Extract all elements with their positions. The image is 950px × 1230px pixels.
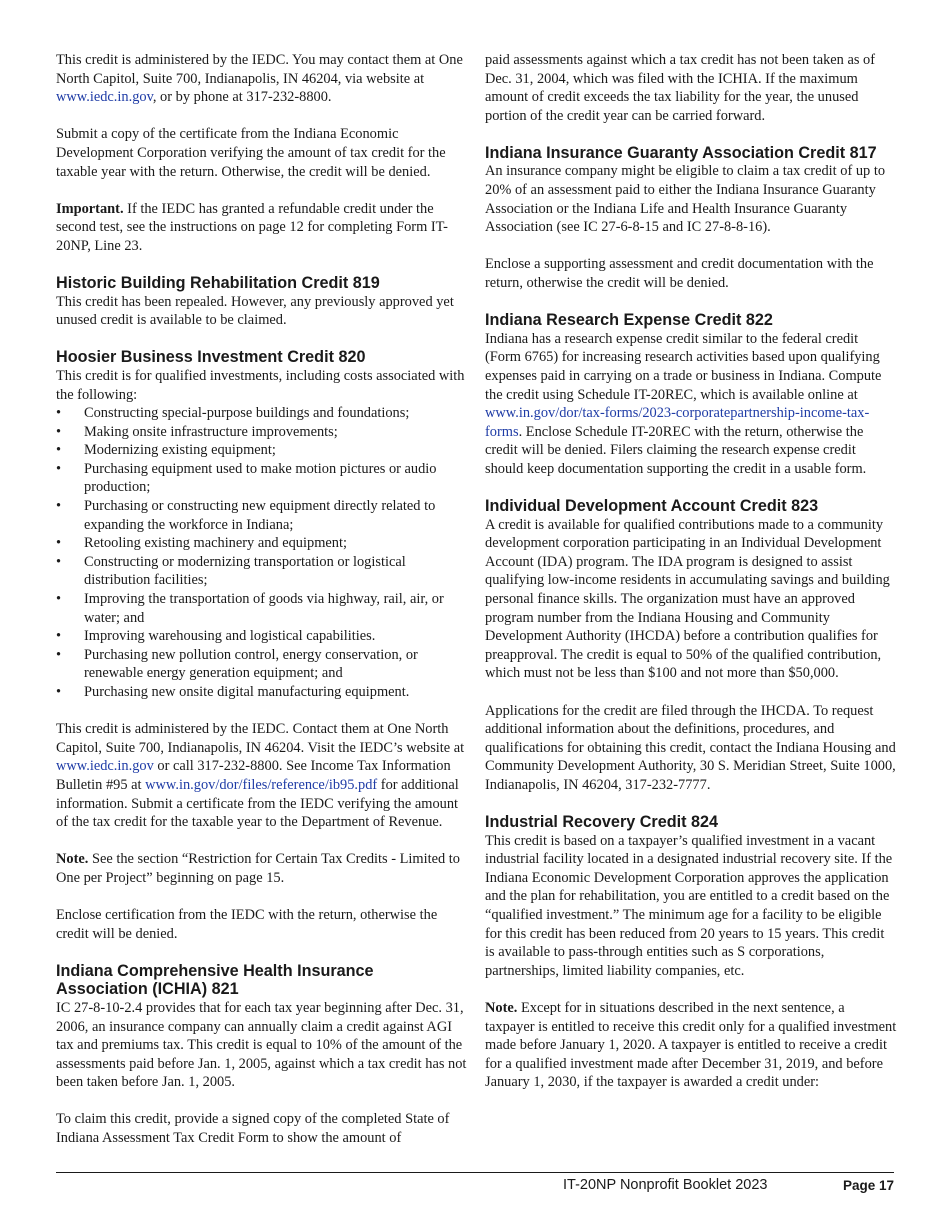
iedc-website-link[interactable]: www.iedc.in.gov bbox=[56, 89, 153, 106]
important-label: Important. bbox=[56, 200, 124, 217]
iedc-contact-paragraph: This credit is administered by the IEDC. You may contact them at One North Capitol, Suite 700, Indianapolis, IN 46204, via website at www.iedc.in.gov, or by phone at 317-232-8800. bbox=[56, 52, 463, 106]
note-label: Note. bbox=[485, 999, 518, 1016]
list-item: • Modernizing existing equipment; bbox=[56, 442, 276, 459]
bullet-icon: • bbox=[56, 423, 62, 440]
bullet-icon: • bbox=[56, 405, 62, 422]
list-item: • Improving the transportation of goods via highway, rail, air, or water; and bbox=[56, 591, 444, 626]
list-item: • Retooling existing machinery and equipment; bbox=[56, 535, 347, 552]
heading-ida-credit: Individual Development Account Credit 823 bbox=[485, 497, 819, 516]
list-item: • Purchasing or constructing new equipment directly related to expanding the workforce in Indiana; bbox=[56, 498, 436, 533]
bullet-icon: • bbox=[56, 442, 62, 459]
ida-paragraph-1: A credit is available for qualified contributions made to a community development corporation participating in an Individual Development Account (IDA) program. The IDA program is designed to assist qualifying low-income residents in accumulating savings and building personal finance skills. The organization must have an approved program number from the Indiana Housing and Community Development Authority (IHCDA) before a contribution qualifies for preapproval. The credit is equal to 50% of the qualified contribution, which must not be less than $100 and not more than $50,000. bbox=[485, 516, 890, 682]
list-item: • Purchasing equipment used to make motion pictures or audio production; bbox=[56, 460, 437, 496]
bullet-icon: • bbox=[56, 591, 62, 608]
bullet-icon: • bbox=[56, 684, 62, 700]
list-item: • Purchasing new pollution control, energy conservation, or renewable energy generation equipment; and bbox=[56, 646, 418, 682]
bullet-icon: • bbox=[56, 646, 62, 663]
hoosier-investment-list bbox=[56, 404, 468, 702]
footer-divider bbox=[56, 1172, 894, 1173]
heading-guaranty-association-credit: Indiana Insurance Guaranty Association Credit 817 bbox=[485, 143, 877, 162]
list-item: • Constructing or modernizing transportation or logistical distribution facilities; bbox=[56, 553, 406, 589]
ichia-continued-paragraph: paid assessments against which a tax credit has not been taken as of Dec. 31, 2004, which was filed with the ICHIA. If the maximum amount of credit exceeds the tax liability for the year, the unused portion of the credit year can be carried forward. bbox=[485, 52, 876, 124]
iedc-website-link[interactable]: www.iedc.in.gov bbox=[56, 758, 154, 775]
bullet-icon: • bbox=[56, 535, 62, 552]
bullet-icon: • bbox=[56, 460, 62, 477]
ichia-paragraph-2: To claim this credit, provide a signed copy of the completed State of Indiana Assessment Tax Credit Form to show the amount of bbox=[56, 1111, 450, 1147]
footer-page-number: Page 17 bbox=[842, 1178, 894, 1193]
list-item: • Constructing special-purpose buildings and foundations; bbox=[56, 405, 410, 422]
hoosier-admin-paragraph: This credit is administered by the IEDC. Contact them at One North Capitol, Suite 700, Indianapolis, IN 46204. Visit the IEDC’s website at www.iedc.in.gov or call 317-232-8800. See Income Tax Information Bulletin #95 at www.in.gov/dor/files/reference/ib95.pdf for additional information. Submit a certificate from the IEDC verifying the amount of the tax credit for the taxable year to the Department of Revenue. bbox=[56, 721, 465, 831]
bullet-icon: • bbox=[56, 628, 62, 645]
tax-forms-link[interactable]: www.in.gov/dor/tax-forms/2023-corporatepartnership-income-tax-forms bbox=[485, 405, 870, 440]
important-note-paragraph: Important. If the IEDC has granted a refundable credit under the second test, see the instructions on page 12 for completing Form IT-20NP, Line 23. bbox=[56, 200, 448, 254]
list-item: • Improving warehousing and logistical capabilities. bbox=[56, 628, 376, 645]
historic-building-body: This credit has been repealed. However, any previously approved yet unused credit is available to be claimed. bbox=[56, 293, 454, 329]
ida-paragraph-2: Applications for the credit are filed through the IHCDA. To request additional information about the definitions, procedures, and qualifications for obtaining this credit, contact the Indiana Housing and Community Development Authority, 30 S. Meridian Street, Suite 1000, Indianapolis, IN 46204, 317-232-7777. bbox=[485, 702, 896, 793]
hoosier-enclose-paragraph: Enclose certification from the IEDC with the return, otherwise the credit will be denied. bbox=[56, 907, 438, 942]
certificate-submission-paragraph: Submit a copy of the certificate from the Indiana Economic Development Corporation verifying the amount of tax credit for the taxable year with the return. Otherwise, the credit will be denied. bbox=[56, 126, 446, 180]
bullet-icon: • bbox=[56, 553, 62, 570]
bulletin-95-link[interactable]: www.in.gov/dor/files/reference/ib95.pdf bbox=[145, 776, 378, 793]
hoosier-intro: This credit is for qualified investments, including costs associated with the following: bbox=[56, 367, 465, 403]
note-label: Note. bbox=[56, 851, 89, 868]
guaranty-paragraph-1: An insurance company might be eligible to claim a tax credit of up to 20% of an assessment paid to either the Indiana Insurance Guaranty Association or the Indiana Life and Health Insurance Guaranty Association (see IC 27-6-8-15 and IC 27-8-8-16). bbox=[485, 163, 886, 236]
heading-industrial-recovery-credit: Industrial Recovery Credit 824 bbox=[485, 813, 719, 832]
bullet-icon: • bbox=[56, 498, 62, 515]
left-column bbox=[56, 51, 468, 1166]
heading-hoosier-business-credit: Hoosier Business Investment Credit 820 bbox=[56, 348, 366, 367]
research-paragraph: Indiana has a research expense credit similar to the federal credit (Form 6765) for increasing research activities based upon qualifying expenses paid in carrying on a trade or business in Indiana. Compute the credit using Schedule IT-20REC, which is available online at www.in.gov/dor/tax-forms/2023-corporatepartnership-income-tax-forms. Enclose Schedule IT-20REC with the return, otherwise the credit will be denied. Filers claiming the research expense credit should keep documentation supporting the credit in a usable form. bbox=[485, 330, 882, 477]
guaranty-paragraph-2: Enclose a supporting assessment and credit documentation with the return, otherwise the credit will be denied. bbox=[485, 256, 874, 292]
list-item: • Purchasing new onsite digital manufacturing equipment. bbox=[56, 684, 410, 700]
hoosier-note-paragraph: Note. See the section “Restriction for Certain Tax Credits - Limited to One per Project” beginning on page 15. bbox=[56, 851, 460, 886]
right-column bbox=[485, 51, 897, 1110]
list-item: • Making onsite infrastructure improvements; bbox=[56, 423, 338, 440]
industrial-note-paragraph: Note. Except for in situations described in the next sentence, a taxpayer is entitled to receive this credit only for a qualified investment made before January 1, 2020. A taxpayer is entitled to receive a credit for a qualified investment made after December 31, 2019, and before January 1, 2030, if the taxpayer is awarded a credit under: bbox=[485, 999, 897, 1091]
footer-booklet-title: IT-20NP Nonprofit Booklet 2023 bbox=[563, 1177, 768, 1193]
heading-historic-building-credit: Historic Building Rehabilitation Credit 819 bbox=[56, 274, 380, 293]
industrial-paragraph-1: This credit is based on a taxpayer’s qualified investment in a vacant industrial facility located in a designated industrial recovery site. If the Indiana Economic Development Corporation approves the application and the plan for rehabilitation, you are entitled to a credit based on the “qualified investment.” The minimum age for a facility to be eligible for this credit has been reduced from 20 years to 15 years. This credit is available to pass-through entities such as S corporations, partnerships, limited liability companies, etc. bbox=[485, 832, 893, 979]
ichia-paragraph-1: IC 27-8-10-2.4 provides that for each tax year beginning after Dec. 31, 2006, an insurance company can annually claim a credit against AGI tax and premiums tax. This credit is equal to 10% of the amount of the assessments paid before Jan. 1, 2005, against which a tax credit has not been taken before Jan. 1, 2005. bbox=[56, 999, 467, 1091]
heading-ichia-credit: Indiana Comprehensive Health Insurance Association (ICHIA) 821 bbox=[56, 961, 374, 999]
heading-research-expense-credit: Indiana Research Expense Credit 822 bbox=[485, 311, 773, 330]
